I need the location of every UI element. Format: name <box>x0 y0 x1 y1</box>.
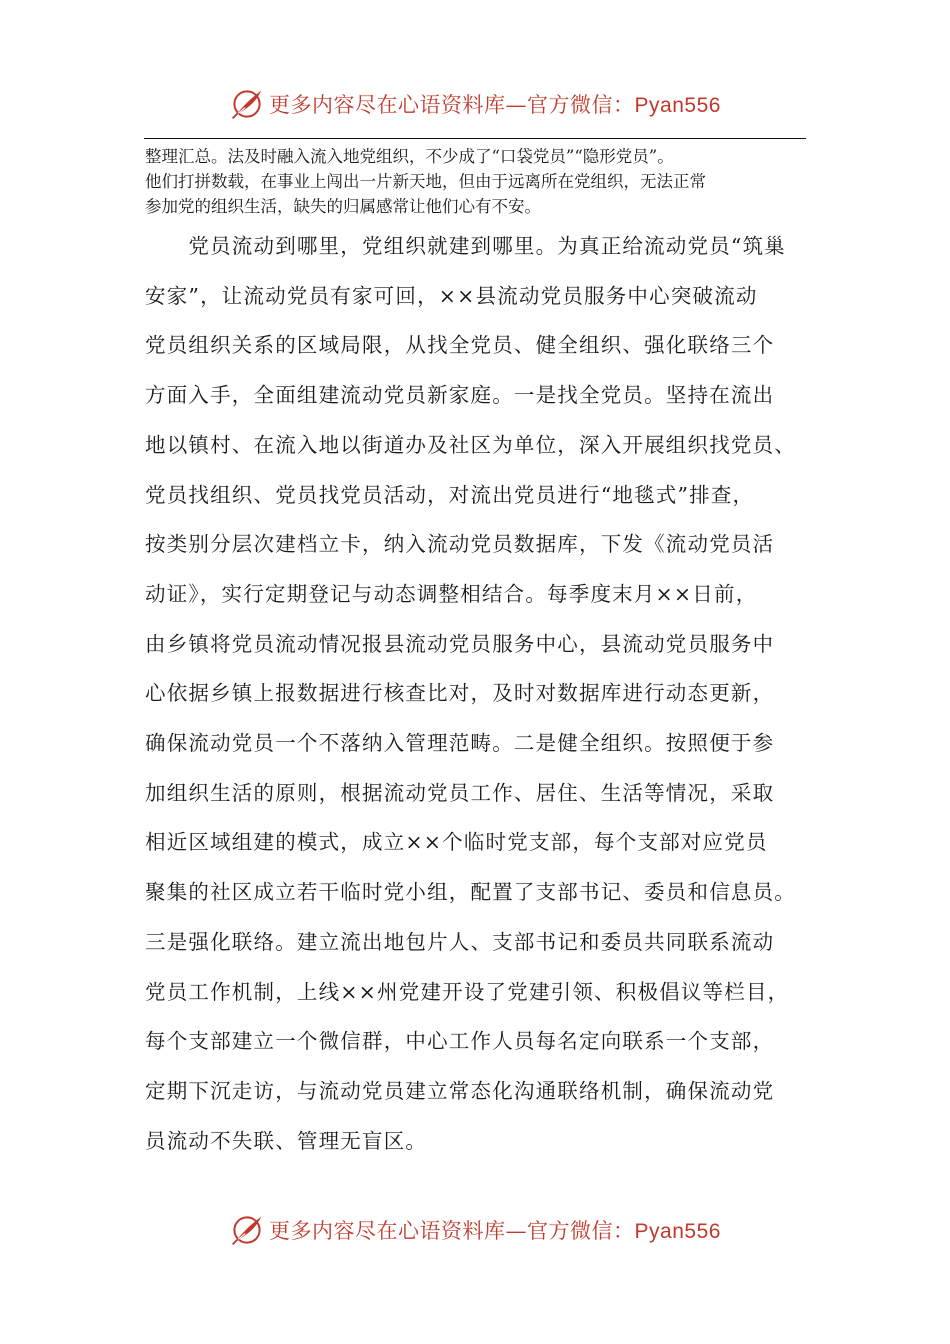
text-line: 他们打拼数载，在事业上闯出一片新天地，但由于远离所在党组织，无法正常 <box>145 172 706 191</box>
header-banner <box>0 84 950 124</box>
text-line: 确保流动党员一个不落纳入管理范畴。二是健全组织。按照便于参 <box>145 731 775 756</box>
text-line: 安家”，让流动党员有家可回，××县流动党员服务中心突破流动 <box>145 283 758 308</box>
header-banner-text <box>269 89 721 119</box>
text-line: 聚集的社区成立若干临时党小组，配置了支部书记、委员和信息员。 <box>145 880 796 905</box>
text-line: 心依据乡镇上报数据进行核查比对，及时对数据库进行动态更新， <box>145 681 775 706</box>
footer-banner-text <box>269 1215 721 1245</box>
quill-pen-icon <box>229 86 265 122</box>
footer-wechat-id: Pyan556 <box>634 1220 721 1243</box>
text-line: 参加党的组织生活，缺失的归属感常让他们心有不安。 <box>145 197 541 216</box>
body-paragraph <box>145 222 813 1166</box>
text-line: 整理汇总。法及时融入流入地党组织，不少成了“口袋党员”“隐形党员”。 <box>145 147 674 166</box>
continuation-paragraph <box>145 144 807 219</box>
text-line: 党员工作机制，上线××州党建开设了党建引领、积极倡议等栏目， <box>145 979 790 1004</box>
text-line: 按类别分层次建档立卡，纳入流动党员数据库，下发《流动党员活 <box>145 532 775 557</box>
text-line: 三是强化联络。建立流出地包片人、支部书记和委员共同联系流动 <box>145 929 775 954</box>
text-line: 相近区域组建的模式，成立××个临时党支部，每个支部对应党员 <box>145 830 768 855</box>
text-line: 加组织生活的原则，根据流动党员工作、居住、生活等情况，采取 <box>145 780 775 805</box>
header-divider <box>144 138 806 139</box>
header-wechat-id: Pyan556 <box>634 94 721 117</box>
text-line: 员流动不失联、管理无盲区。 <box>145 1128 428 1153</box>
text-line: 方面入手，全面组建流动党员新家庭。一是找全党员。坚持在流出 <box>145 383 775 408</box>
header-banner-label: 更多内容尽在心语资料库—官方微信： <box>269 93 635 117</box>
footer-banner-label: 更多内容尽在心语资料库—官方微信： <box>269 1219 635 1243</box>
text-line: 由乡镇将党员流动情况报县流动党员服务中心，县流动党员服务中 <box>145 631 775 656</box>
text-line: 党员组织关系的区域局限，从找全党员、健全组织、强化联络三个 <box>145 333 775 358</box>
quill-pen-icon <box>229 1212 265 1248</box>
text-line: 每个支部建立一个微信群，中心工作人员每名定向联系一个支部， <box>145 1029 775 1054</box>
text-line: 动证》，实行定期登记与动态调整相结合。每季度末月××日前， <box>145 581 758 606</box>
text-line: 地以镇村、在流入地以街道办及社区为单位，深入开展组织找党员、 <box>145 432 796 457</box>
text-line: 党员找组织、党员找党员活动，对流出党员进行“地毯式”排查， <box>145 482 755 507</box>
text-line: 定期下沉走访，与流动党员建立常态化沟通联络机制，确保流动党 <box>145 1078 775 1103</box>
text-line: 党员流动到哪里，党组织就建到哪里。为真正给流动党员“筑巢 <box>145 234 786 258</box>
footer-banner <box>0 1210 950 1250</box>
